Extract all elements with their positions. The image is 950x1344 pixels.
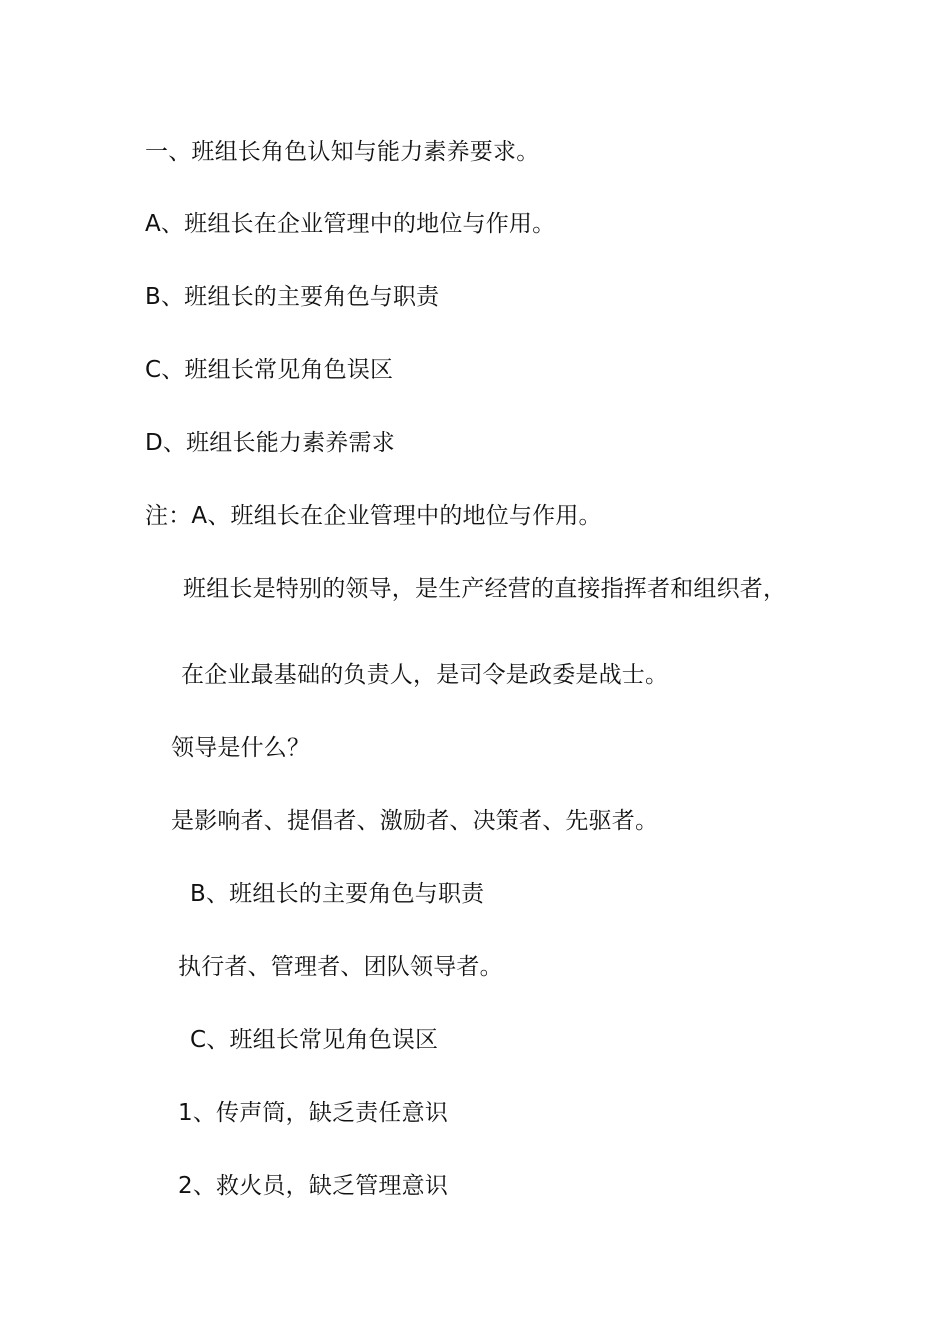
answer-line: 是影响者、提倡者、激励者、决策者、先驱者。 — [171, 808, 659, 834]
subheading-c: C、班组长常见角色误区 — [190, 1027, 439, 1053]
outline-item-b: B、班组长的主要角色与职责 — [145, 284, 440, 310]
question-line: 领导是什么？ — [171, 735, 311, 761]
note-paragraph-line-2: 在企业最基础的负责人，是司令是政委是战士。 — [181, 662, 669, 688]
outline-item-c: C、班组长常见角色误区 — [145, 357, 394, 383]
list-item-2: 2、救火员，缺乏管理意识 — [178, 1173, 449, 1199]
outline-item-d: D、班组长能力素养需求 — [145, 430, 395, 456]
note-paragraph-line-1: 班组长是特别的领导，是生产经营的直接指挥者和组织者， — [183, 576, 787, 602]
list-item-1: 1、传声筒，缺乏责任意识 — [178, 1100, 449, 1126]
note-heading: 注：A、班组长在企业管理中的地位与作用。 — [145, 503, 602, 529]
subheading-b: B、班组长的主要角色与职责 — [190, 881, 485, 907]
section-heading: 一、班组长角色认知与能力素养要求。 — [145, 139, 540, 165]
roles-line: 执行者、管理者、团队领导者。 — [178, 954, 503, 980]
outline-item-a: A、班组长在企业管理中的地位与作用。 — [145, 211, 556, 237]
